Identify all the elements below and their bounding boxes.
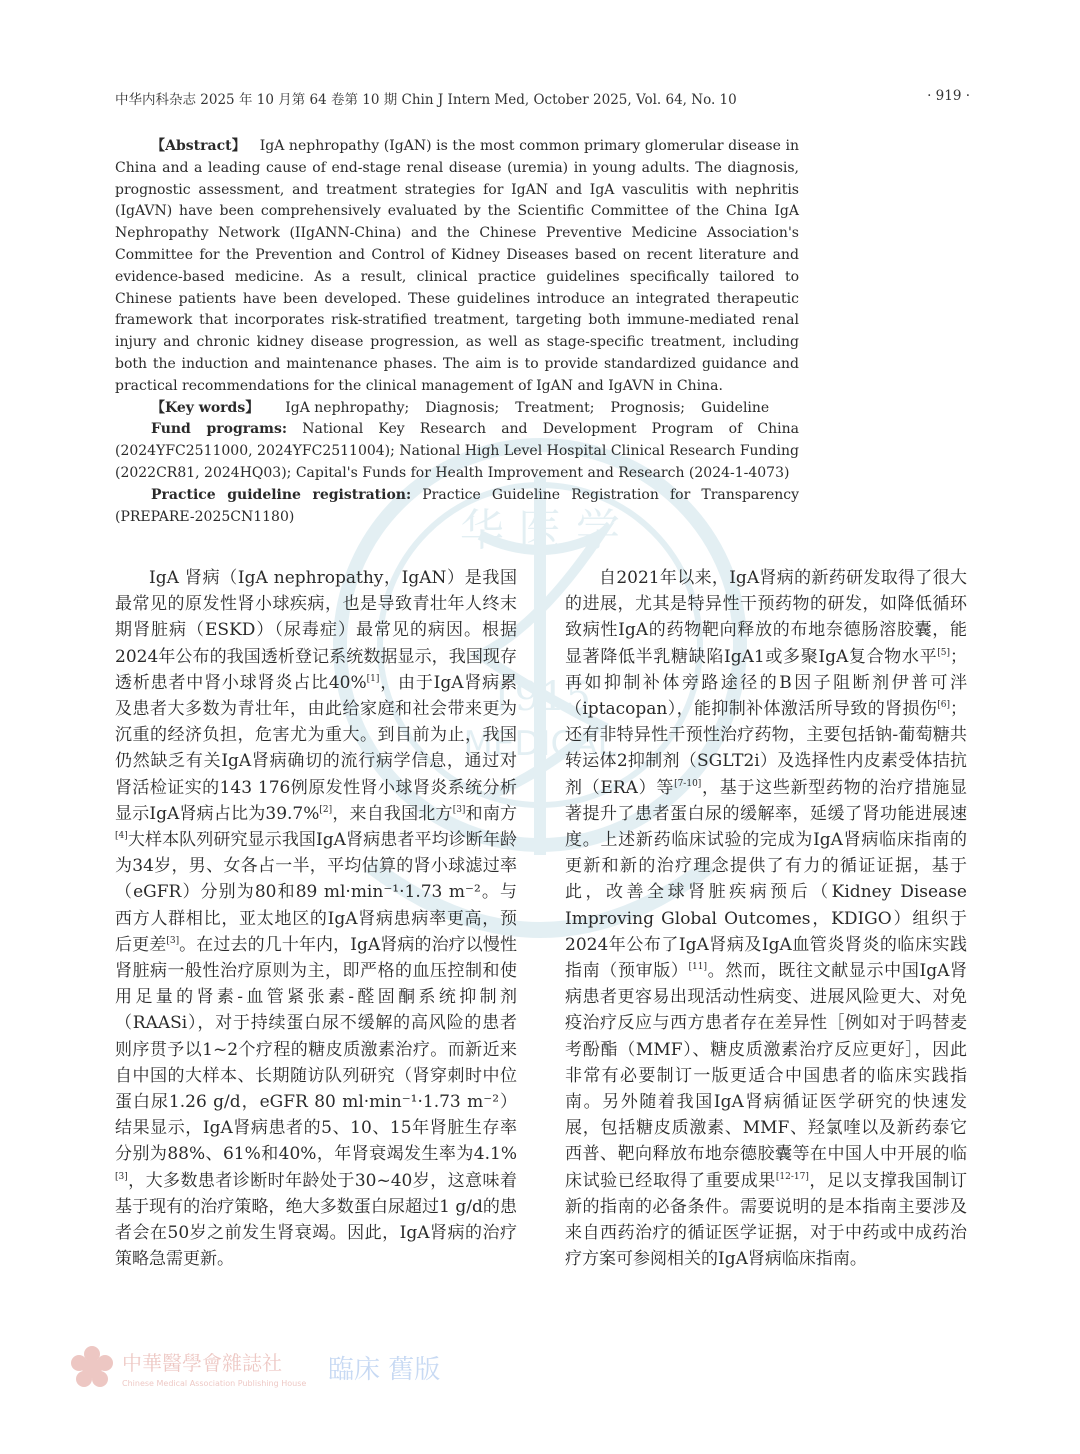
running-header bbox=[115, 88, 970, 110]
citation-ref[interactable]: [3] bbox=[115, 1171, 128, 1182]
intro-paragraph-1 bbox=[115, 565, 517, 1272]
publisher-logo bbox=[68, 1344, 488, 1392]
text-run: 自2021年以来，IgA肾病的新药研发取得了很大的进展，尤其是特异性干预药物的研发，如降低循环致病性IgA的药物靶向释放的布地奈德肠溶胶囊，能显著降低半乳糖缺陷IgA1或多聚IgA复合物水平 bbox=[565, 568, 967, 667]
watermark-text-en: MEDICAL bbox=[463, 724, 617, 764]
citation-ref[interactable]: [2] bbox=[319, 804, 333, 815]
registration-label: Practice guideline registration: bbox=[151, 486, 412, 503]
publisher-name-en: Chinese Medical Association Publishing House bbox=[122, 1379, 307, 1388]
text-run: 。然而，既往文献显示中国IgA肾病患者更容易出现活动性病变、进展风险更大、对免疫治疗反应与西方患者存在差异性［例如对于吗替麦考酚酯（MMF）、糖皮质激素治疗反应更好］，因此非常有必要制订一版更适合中国患者的临床实践指南。另外随着我国IgA肾病循证医学研究的快速发展，包括糖皮质激素、MMF、羟氯喹以及新药泰它西普、靶向释放布地奈德胶囊等在中国人中开展的临床试验已经取得了重要成果 bbox=[565, 961, 967, 1191]
text-run: 。在过去的几十年内，IgA肾病的治疗以慢性肾脏病一般性治疗原则为主，即严格的血压控制和使用足量的肾素-血管紧张素-醛固酮系统抑制剂（RAASi），对于持续蛋白尿不缓解的高风险的患者则序贯予以1~2个疗程的糖皮质激素治疗。而新近来自中国的大样本、长期随访队列研究（肾穿刺时中位蛋白尿1.26 g/d，eGFR 80 ml·min⁻¹·1.73 m⁻²）结果显示，IgA肾病患者的5、10、15年肾脏生存率分别为88%、61%和40%，年肾衰竭发生率为4.1% bbox=[115, 934, 518, 1165]
text-run: 和南方 bbox=[465, 803, 518, 824]
abstract-text: IgA nephropathy (IgAN) is the most common primary glomerular disease in China and a leading cause of end-stage renal disease (uremia) in young adults. The diagnosis, prognostic assessment, and treatment strategies for IgAN and IgA vasculitis with nephritis (IgAVN) have been comprehensively evaluated by the Scientific Committee of the China IgA Nephropathy Network (IIgANN-China) and the Chinese Preventive Medicine Association's Committee for the Prevention and Control of Kidney Diseases based on recent literature and evidence-based medicine. As a result, clinical practice guidelines specifically tailored to Chinese patients have been developed. These guidelines introduce an integrated therapeutic framework that incorporates risk-stratified treatment, targeting both immune-mediated renal injury and chronic kidney disease progression, as well as stage-specific treatment, including both the induction and maintenance phases. The aim is to provide standardized guidance and practical recommendations for the clinical management of IgAN and IgAVN in China. bbox=[115, 138, 799, 394]
text-run: ，足以支撑我国制订新的指南的必备条件。需要说明的是本指南主要涉及来自西药治疗的循证医学证据，对于中药或中成药治疗方案可参阅相关的IgA肾病临床指南。 bbox=[565, 1170, 967, 1270]
text-run: 大样本队列研究显示我国IgA肾病患者平均诊断年龄为34岁，男、女各占一半，平均估算的肾小球滤过率（eGFR）分别为80和89 ml·min⁻¹·1.73 m⁻²。与西方人群相比，亚太地区的IgA肾病患病率更高，预后更差 bbox=[115, 830, 517, 955]
keyword: Prognosis; bbox=[610, 399, 686, 416]
english-abstract bbox=[115, 136, 799, 528]
watermark-year: 1915 bbox=[489, 674, 591, 720]
body-column-left bbox=[115, 565, 517, 1272]
keyword: Guideline bbox=[701, 399, 770, 416]
text-run: ，来自我国北方 bbox=[332, 803, 453, 824]
citation-ref[interactable]: [11] bbox=[688, 962, 708, 973]
citation-ref[interactable]: [3] bbox=[452, 804, 466, 815]
registration-text: Practice Guideline Registration for Transparency (PREPARE-2025CN1180) bbox=[115, 486, 800, 525]
keyword: Treatment; bbox=[515, 399, 595, 416]
citation-ref[interactable]: [6] bbox=[937, 700, 950, 711]
fund-text: National Key Research and Development Program of China (2024YFC2511000, 2024YFC2511004); National High Level Hospital Clinical Research Funding (2022CR81, 2024HQ03); Capital's Funds for Health Improvement and Research (2024-1-4073) bbox=[115, 421, 799, 481]
keywords-label: 【Key words】 bbox=[151, 399, 260, 416]
text-run: ；还有非特异性干预性治疗药物，主要包括钠-葡萄糖共转运体2抑制剂（SGLT2i）及选择性内皮素受体拮抗剂（ERA）等 bbox=[565, 699, 967, 798]
keyword: IgA nephropathy; bbox=[285, 399, 410, 416]
citation-ref[interactable]: [1] bbox=[366, 673, 380, 684]
body-column-right bbox=[565, 565, 967, 1272]
intro-paragraph-2 bbox=[565, 565, 967, 1272]
fund-programs bbox=[115, 419, 799, 484]
citation-ref[interactable]: [5] bbox=[937, 647, 950, 658]
citation-ref[interactable]: [3] bbox=[166, 935, 180, 946]
guideline-registration bbox=[115, 485, 799, 529]
journal-citation: 中华内科杂志 2025 年 10 月第 64 卷第 10 期 Chin J Intern Med, October 2025, Vol. 64, No. 10 bbox=[115, 92, 737, 108]
text-run: ，大多数患者诊断时年龄处于30~40岁，这意味着基于现有的治疗策略，绝大多数蛋白尿超过1 g/d的患者会在50岁之前发生肾衰竭。因此，IgA肾病的治疗策略急需更新。 bbox=[115, 1170, 517, 1270]
citation-ref[interactable]: [4] bbox=[115, 831, 128, 842]
text-run: IgA 肾病（IgA nephropathy，IgAN）是我国最常见的原发性肾小球疾病，也是导致青壮年人终末期肾脏病（ESKD）（尿毒症）最常见的病因。根据2024年公布的我国透析登记系统数据显示，我国现存透析患者中肾小球肾炎占比40% bbox=[115, 568, 517, 693]
keywords-row bbox=[115, 398, 799, 420]
fund-label: Fund programs: bbox=[151, 421, 288, 438]
text-run: ，基于这些新型药物的治疗措施显著提升了患者蛋白尿的缓解率，延缓了肾功能进展速度。上述新药临床试验的完成为IgA肾病临床指南的更新和新的治疗理念提供了有力的循证证据，基于此，改善全球肾脏疾病预后（Kidney Disease Improving Global Outcomes，KDIGO）组织于2024年公布了IgA肾病及IgA血管炎肾炎的临床实践指南（预审版） bbox=[565, 777, 967, 982]
page-number: · 919 · bbox=[927, 88, 970, 104]
citation-ref[interactable]: [12-17] bbox=[775, 1171, 809, 1182]
citation-ref[interactable]: [7-10] bbox=[674, 778, 702, 789]
publisher-extra: 臨床 舊版 bbox=[328, 1355, 441, 1385]
watermark-text-top: 华 医 学 bbox=[460, 505, 620, 556]
publisher-name-cn: 中華醫學會雜誌社 bbox=[122, 1351, 282, 1375]
abstract-label: 【Abstract】 bbox=[151, 138, 246, 154]
abstract-paragraph bbox=[115, 136, 799, 398]
text-run: ；再如抑制补体旁路途径的B因子阻断剂伊普可泮（iptacopan），能抑制补体激活所导致的肾损伤 bbox=[565, 646, 967, 720]
keyword: Diagnosis; bbox=[425, 399, 500, 416]
text-run: ，由于IgA肾病累及患者大多数为青壮年，由此给家庭和社会带来更为沉重的经济负担，危害尤为重大。到目前为止，我国仍然缺乏有关IgA肾病确切的流行病学信息，通过对肾活检证实的143 176例原发性肾小球肾炎系统分析显示IgA肾病占比为39.7% bbox=[115, 672, 517, 824]
flower-emblem-icon bbox=[71, 1346, 113, 1387]
